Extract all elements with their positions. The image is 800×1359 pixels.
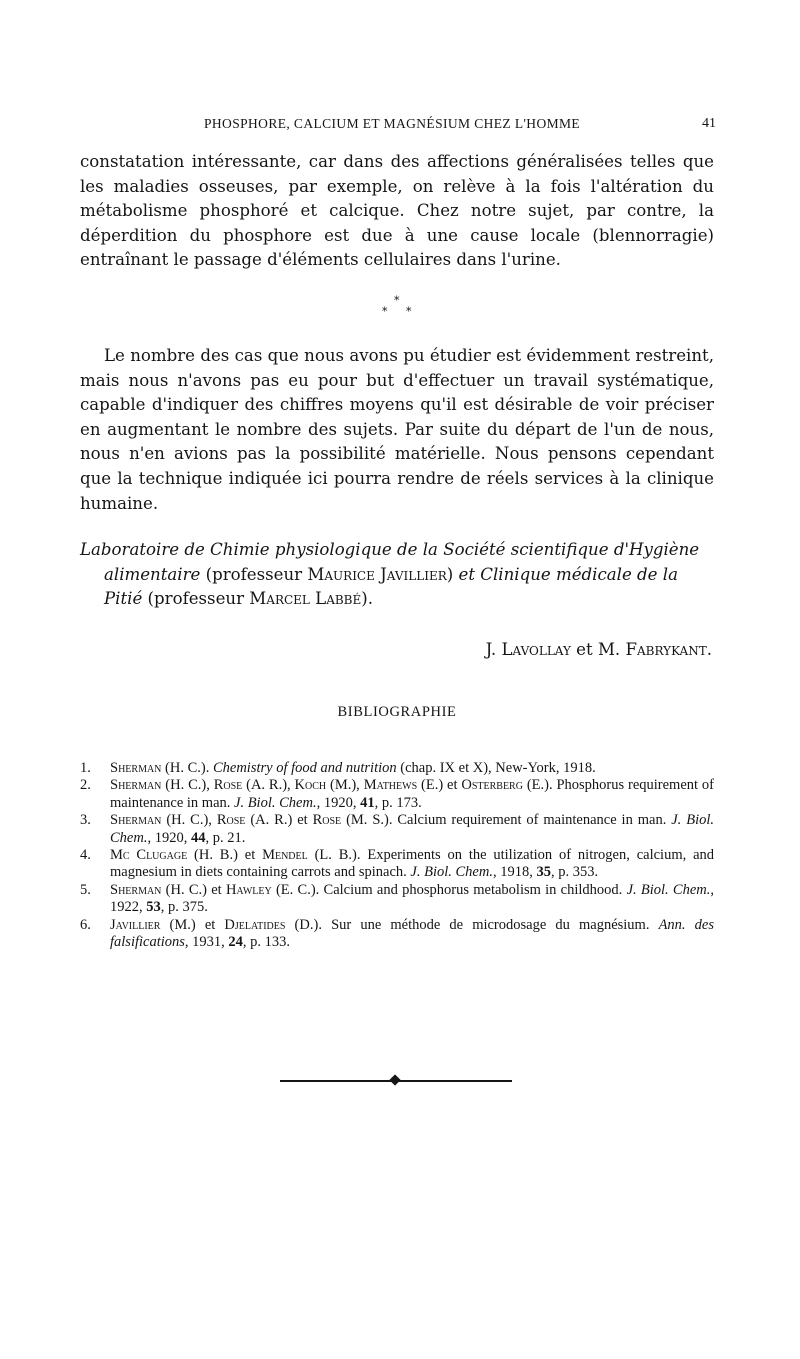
reference-title: Phosphorus requirement of maintenance in man. [110, 777, 714, 811]
reference-author: Djelatides [224, 916, 286, 933]
lab-name: Laboratoire de Chimie physiologique de la Société scientifique d'Hygiène alimentaire [80, 540, 700, 584]
reference-journal: J. Biol. Chem. [234, 794, 317, 811]
reference-author: Osterberg [461, 777, 523, 794]
running-title: PHOSPHORE, CALCIUM ET MAGNÉSIUM CHEZ L'HOMME [204, 116, 581, 131]
reference-author: Sherman [110, 760, 162, 776]
reference-initials: (M. S.). [341, 812, 398, 829]
reference-pages: , p. 173. [374, 794, 422, 811]
prof-1-name: Maurice Javillier [307, 564, 447, 584]
reference-title: Sur une méthode de microdosage du magnésium. [331, 916, 659, 933]
reference-item [80, 760, 714, 777]
reference-author: Javillier [110, 916, 161, 933]
asterisk-left: * [382, 305, 388, 318]
reference-initials: (H. C.) et [161, 881, 226, 898]
reference-author: Mc Clugage [110, 847, 188, 864]
running-head [80, 116, 716, 136]
paragraph-continuation: constatation intéressante, car dans des affections généralisées telles que les maladies osseuses, par exemple, on relève à la fois l'altération du métabolisme phosphoré et calcique. Chez notre sujet, par contre, la déperdition du phosphore est due à une cause locale (blennorragie) entraînant le passage d'éléments cellulaires dans l'urine. [80, 152, 714, 270]
reference-year: , 1918, [492, 864, 537, 881]
reference-number: 2. [80, 777, 91, 794]
reference-volume: 24 [228, 934, 243, 951]
page-number: 41 [702, 116, 716, 131]
reference-number: 5. [80, 881, 91, 898]
reference-author: Sherman [110, 812, 162, 829]
asterisk-right: * [406, 305, 412, 318]
reference-initials: (A. R.), [242, 777, 295, 794]
reference-item [80, 917, 714, 952]
reference-initials: (H. C.), [161, 777, 214, 794]
reference-journal: Ann. des falsifications [110, 916, 714, 951]
reference-volume: 41 [360, 794, 375, 811]
reference-author: Sherman [110, 881, 162, 898]
reference-initials: (L. B.). [307, 847, 368, 864]
author-end: . [706, 640, 712, 659]
reference-volume: 44 [190, 829, 206, 846]
author-initial: J. [485, 640, 502, 659]
reference-year: , 1931, [184, 934, 229, 951]
reference-initials: (E.) et [417, 777, 462, 794]
prof-2-name: Marcel Labbé [249, 589, 362, 608]
reference-author: Hawley [225, 881, 272, 898]
reference-initials: (H. C.). [161, 760, 213, 776]
reference-number: 3. [80, 812, 91, 829]
asterism-separator [380, 294, 420, 320]
end-ornament-diamond-icon [389, 1074, 400, 1085]
reference-initials: (E. C.). [271, 881, 324, 898]
reference-book-title: Chemistry of food and nutrition [212, 760, 397, 776]
reference-author: Rose [216, 812, 246, 829]
reference-author: Koch [294, 777, 327, 794]
reference-pages: , p. 353. [550, 864, 599, 881]
reference-item [80, 882, 714, 917]
reference-year: , 1920, [147, 829, 191, 846]
reference-pages: , p. 133. [242, 934, 291, 951]
reference-initials: (M.) et [160, 916, 225, 933]
reference-journal: J. Biol. Chem. [626, 881, 711, 898]
reference-initials: (H. C.), [161, 812, 217, 829]
reference-initials: (H. B.) et [187, 847, 263, 864]
reference-title: Calcium requirement of maintenance in man. [397, 812, 672, 829]
reference-initials: (M.), [326, 777, 364, 794]
reference-author: Mendel [262, 847, 308, 864]
prof-2-suffix: ). [361, 589, 374, 608]
prof-1-suffix: ) [446, 564, 459, 584]
reference-details: (chap. IX et X), New-York, 1918. [396, 760, 596, 776]
reference-initials: (A. R.) et [245, 812, 313, 829]
reference-title: Experiments on the utilization of nitrogen, calcium, and magnesium in diets containing carrots and spinach. [110, 847, 715, 881]
author-name-1: Lavollay [501, 640, 571, 659]
reference-journal: J. Biol. Chem. [110, 812, 715, 846]
clinic-name: et Clinique médicale de la Pitié [104, 564, 678, 608]
reference-journal: J. Biol. Chem. [410, 864, 493, 881]
prof-1-prefix: (professeur [200, 564, 308, 584]
reference-volume: 35 [536, 864, 551, 881]
reference-initials: (D.). [285, 916, 332, 933]
reference-author: Mathews [363, 777, 418, 794]
reference-pages: , p. 21. [205, 829, 246, 846]
reference-item [80, 812, 714, 847]
reference-title: Calcium and phosphorus metabolism in childhood. [323, 881, 627, 898]
reference-author: Rose [312, 812, 342, 829]
reference-number: 6. [80, 916, 91, 933]
paragraph-conclusion: Le nombre des cas que nous avons pu étudier est évidemment restreint, mais nous n'avons pas eu pour but d'effectuer un travail systématique, capable d'indiquer des chiffres moyens qu'il est désirable de voir préciser en augmentant le nombre des sujets. Par suite du départ de l'un de nous, nous n'en avions pas la possibilité matérielle. Nous pensons cependant que la technique indiquée ici pourra rendre de réels services à la clinique humaine. [80, 346, 714, 513]
reference-author: Rose [213, 777, 243, 794]
bibliography-heading: BIBLIOGRAPHIE [337, 704, 457, 720]
reference-year: , 1922, [110, 881, 714, 916]
reference-number: 4. [80, 847, 91, 864]
reference-pages: , p. 375. [160, 899, 208, 916]
reference-volume: 53 [146, 899, 161, 916]
author-signature [486, 638, 712, 662]
reference-item [80, 847, 714, 882]
reference-initials: (E.). [522, 777, 557, 794]
asterisk-top: * [394, 294, 400, 307]
author-joiner: et M. [570, 640, 626, 659]
author-name-2: Fabrykant [625, 640, 707, 659]
reference-item [80, 777, 714, 812]
laboratory-affiliation [80, 538, 714, 612]
prof-2-prefix: (professeur [142, 589, 250, 608]
reference-year: , 1920, [316, 794, 361, 811]
reference-list [80, 760, 714, 951]
reference-author: Sherman [110, 777, 162, 794]
reference-number: 1. [80, 760, 91, 776]
